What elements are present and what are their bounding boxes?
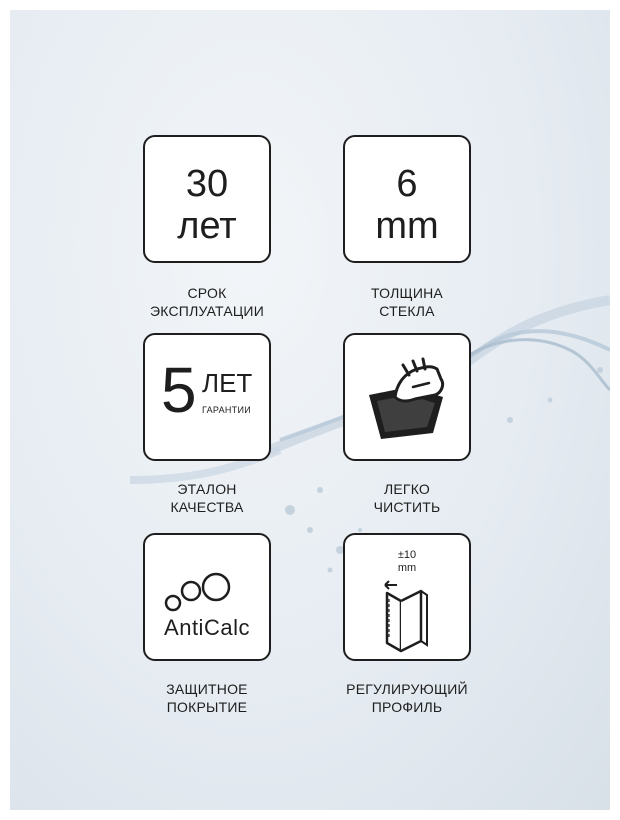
- tile-thickness: [343, 135, 471, 263]
- caption-lifetime: СРОК ЭКСПЛУАТАЦИИ: [150, 285, 264, 319]
- lifetime-value: 30: [185, 163, 229, 205]
- warranty-unit: ЛЕТ: [202, 368, 253, 398]
- caption-warranty: ЭТАЛОН КАЧЕСТВА: [170, 481, 244, 515]
- tile-lifetime: [143, 135, 271, 263]
- lifetime-unit: лет: [177, 205, 237, 247]
- profile-icon: [345, 577, 468, 657]
- tile-easy-clean: [343, 333, 471, 461]
- tile-warranty: [143, 333, 271, 461]
- feature-panel: [10, 10, 610, 810]
- warranty-value: 5: [161, 354, 197, 426]
- thickness-unit: mm: [375, 205, 439, 247]
- profile-range: ±10: [397, 549, 417, 561]
- tile-profile: [343, 533, 471, 661]
- caption-easy-clean: ЛЕГКО ЧИСТИТЬ: [373, 481, 441, 515]
- tile-anticalc: [143, 533, 271, 661]
- bubbles-icon: [145, 535, 268, 615]
- profile-unit: mm: [397, 562, 417, 574]
- warranty-sub: ГАРАНТИИ: [202, 405, 252, 415]
- caption-anticalc: ЗАЩИТНОЕ ПОКРЫТИЕ: [166, 681, 248, 715]
- caption-thickness: ТОЛЩИНА СТЕКЛА: [371, 285, 443, 319]
- anticalc-label: AntiCalc: [164, 615, 250, 640]
- cloth-hand-icon: [345, 335, 468, 458]
- thickness-value: 6: [396, 163, 418, 205]
- caption-profile: РЕГУЛИРУЮЩИЙ ПРОФИЛЬ: [346, 681, 468, 715]
